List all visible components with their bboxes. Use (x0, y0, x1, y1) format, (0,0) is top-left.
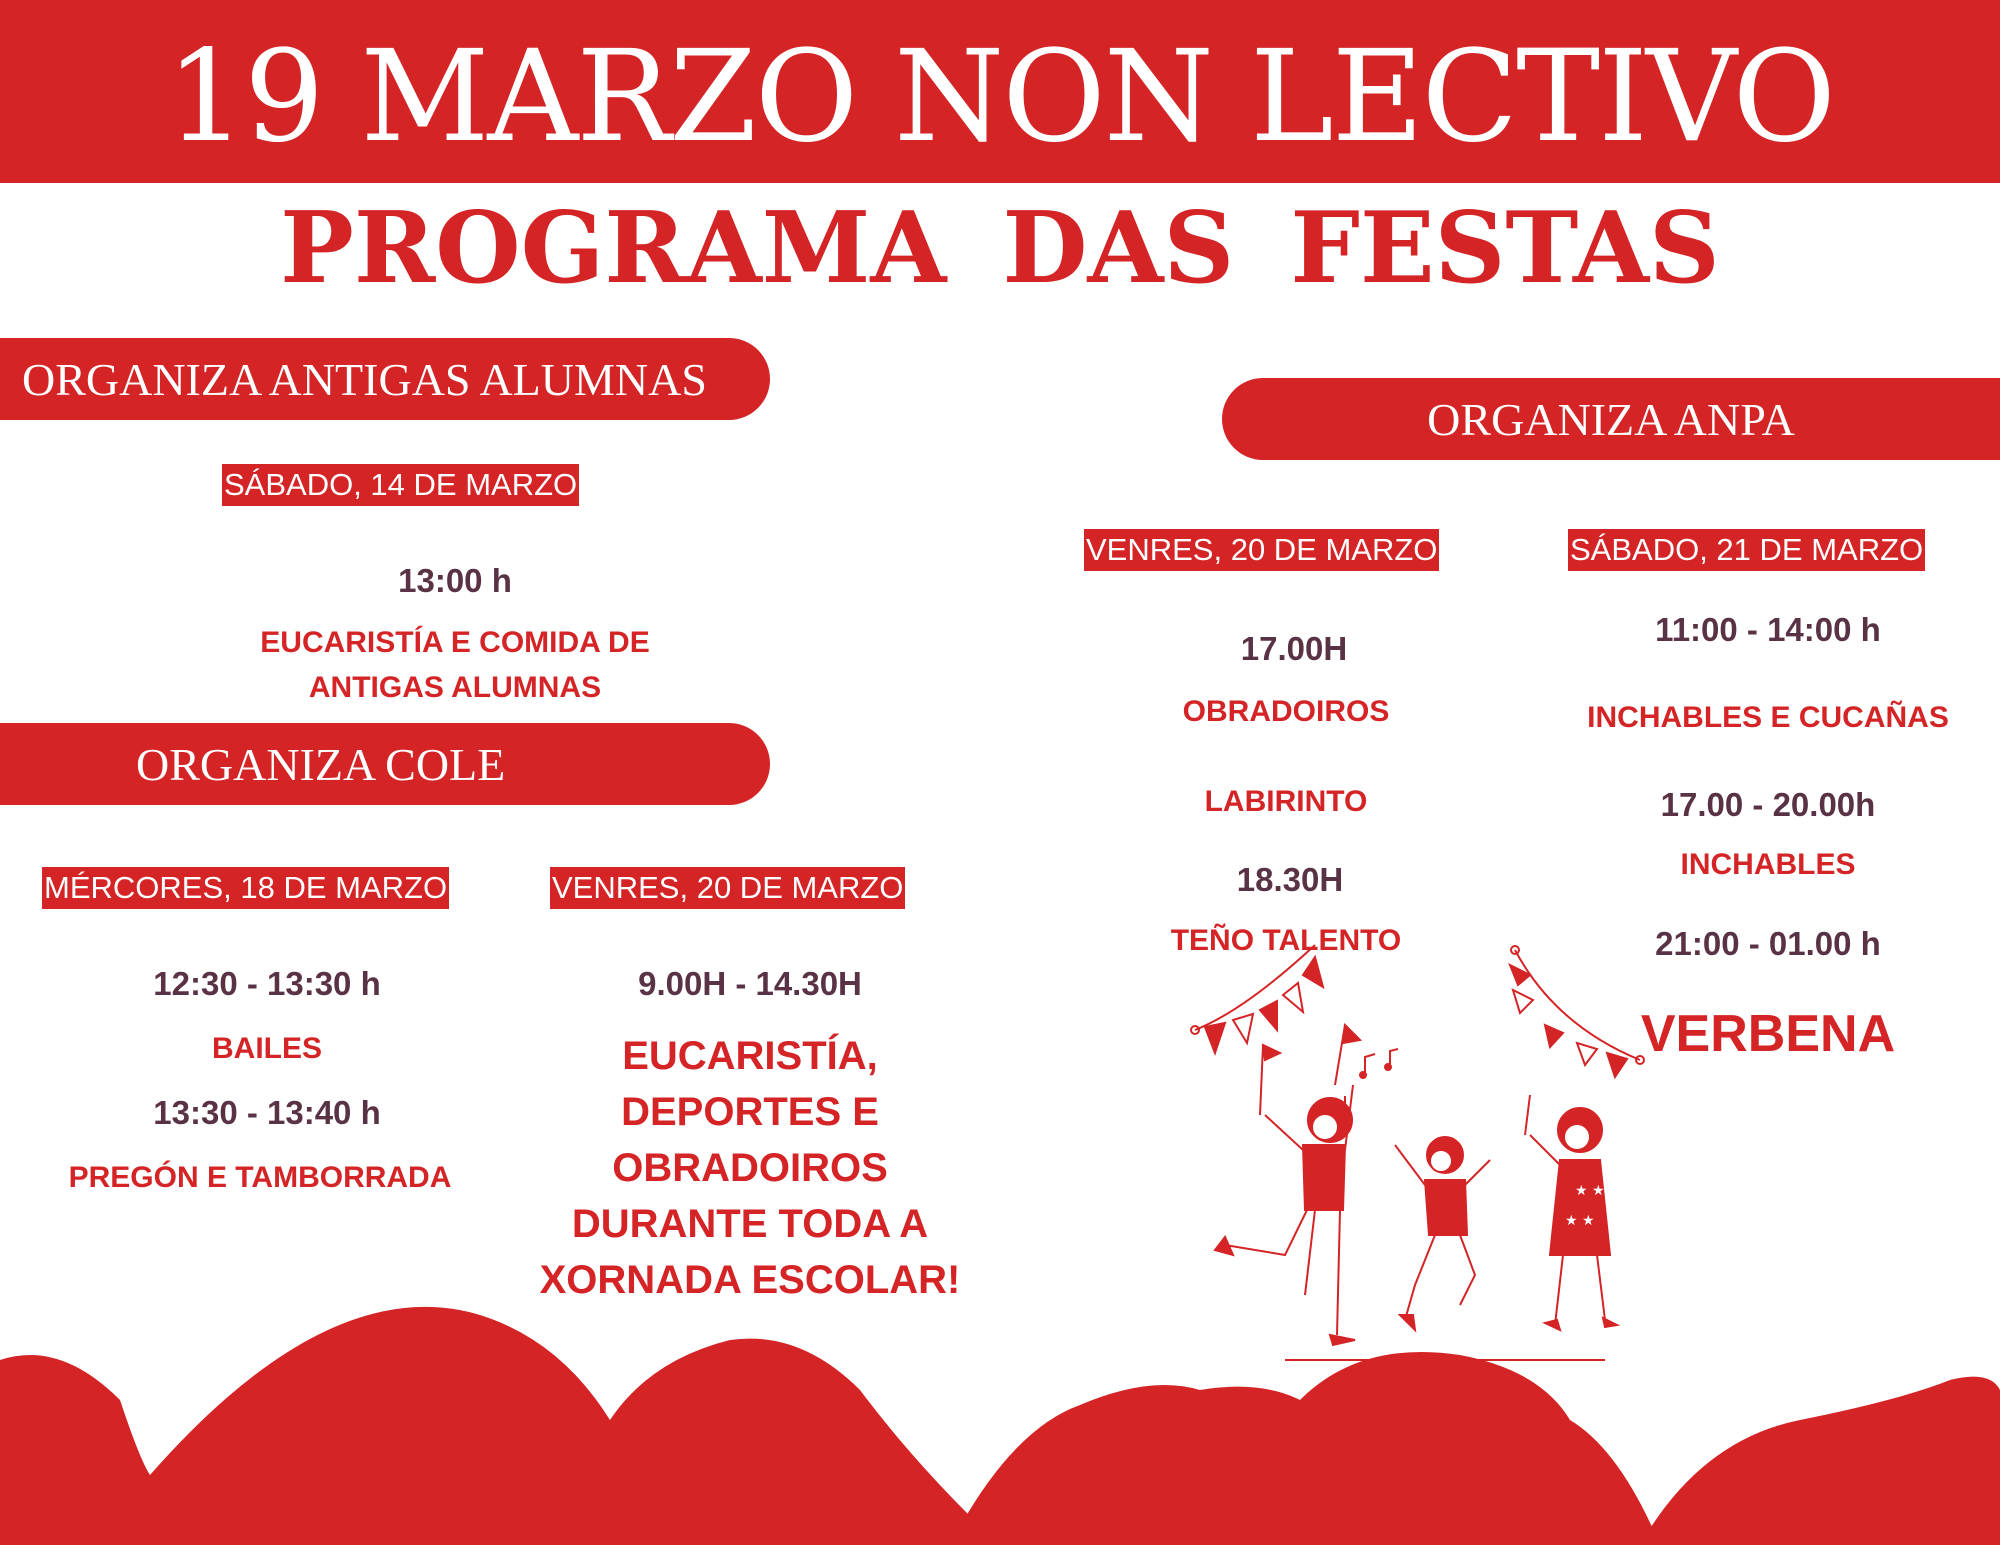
anpa-sabado-act2: INCHABLES (1680, 848, 1856, 881)
cole-venres-date: VENRES, 20 DE MARZO (550, 867, 905, 909)
cole-venres-activities (480, 1028, 1020, 1308)
anpa-heading: ORGANIZA ANPA (1222, 378, 2000, 460)
anpa-venres-act3: TEÑO TALENTO (1170, 924, 1402, 957)
cole-venres-line: DURANTE TODA A (571, 1202, 929, 1246)
music-notes-icon (1345, 1049, 1398, 1110)
decorative-hills (0, 1300, 2000, 1545)
bunting-right-icon (1510, 946, 1644, 1077)
cole-mercores-act2: PREGÓN E TAMBORRADA (68, 1161, 452, 1194)
svg-text:★ ★: ★ ★ (1575, 1183, 1605, 1199)
cole-venres-time: 9.00H - 14.30H (638, 965, 862, 1002)
anpa-sabado-time2: 17.00 - 20.00h (1660, 786, 1876, 823)
cole-heading: ORGANIZA COLE (0, 723, 770, 805)
cole-mercores-time2: 13:30 - 13:40 h (153, 1094, 381, 1131)
anpa-sabado-date: SÁBADO, 21 DE MARZO (1568, 529, 1925, 571)
antigas-activity-line1: EUCARISTÍA E COMIDA DE (260, 626, 650, 659)
antigas-heading: ORGANIZA ANTIGAS ALUMNAS (0, 338, 770, 420)
page-title: 19 MARZO NON LECTIVO (166, 23, 1834, 170)
anpa-venres-act2: LABIRINTO (1204, 785, 1368, 818)
cole-venres-line: OBRADOIROS (612, 1146, 888, 1190)
antigas-time: 13:00 h (398, 562, 512, 599)
anpa-sabado-time1: 11:00 - 14:00 h (1655, 611, 1881, 648)
dancer-left-icon (1215, 1025, 1360, 1345)
anpa-sabado-act1: INCHABLES E CUCAÑAS (1587, 701, 1949, 734)
cole-mercores-time1: 12:30 - 13:30 h (153, 965, 381, 1002)
cole-venres-line: XORNADA ESCOLAR! (539, 1258, 961, 1302)
svg-text:★ ★: ★ ★ (1565, 1213, 1595, 1229)
page-subtitle: PROGRAMA DAS FESTAS (280, 191, 1720, 306)
cole-mercores-date: MÉRCORES, 18 DE MARZO (42, 867, 449, 909)
anpa-venres-date: VENRES, 20 DE MARZO (1084, 529, 1439, 571)
cole-venres-line: DEPORTES E (621, 1090, 879, 1134)
bunting-left-icon (1191, 945, 1323, 1053)
anpa-sabado-act3: VERBENA (1640, 1005, 1896, 1063)
anpa-venres-act1: OBRADOIROS (1182, 695, 1390, 728)
anpa-venres-time1: 17.00H (1240, 630, 1348, 667)
antigas-date: SÁBADO, 14 DE MARZO (222, 464, 579, 506)
cole-venres-line: EUCARISTÍA, (622, 1034, 878, 1078)
antigas-activity-line2: ANTIGAS ALUMNAS (308, 671, 602, 704)
anpa-sabado-time3: 21:00 - 01.00 h (1655, 925, 1881, 962)
anpa-venres-time2: 18.30H (1236, 861, 1344, 898)
dancer-right-icon (1525, 1095, 1617, 1330)
cole-mercores-act1: BAILES (211, 1032, 322, 1065)
